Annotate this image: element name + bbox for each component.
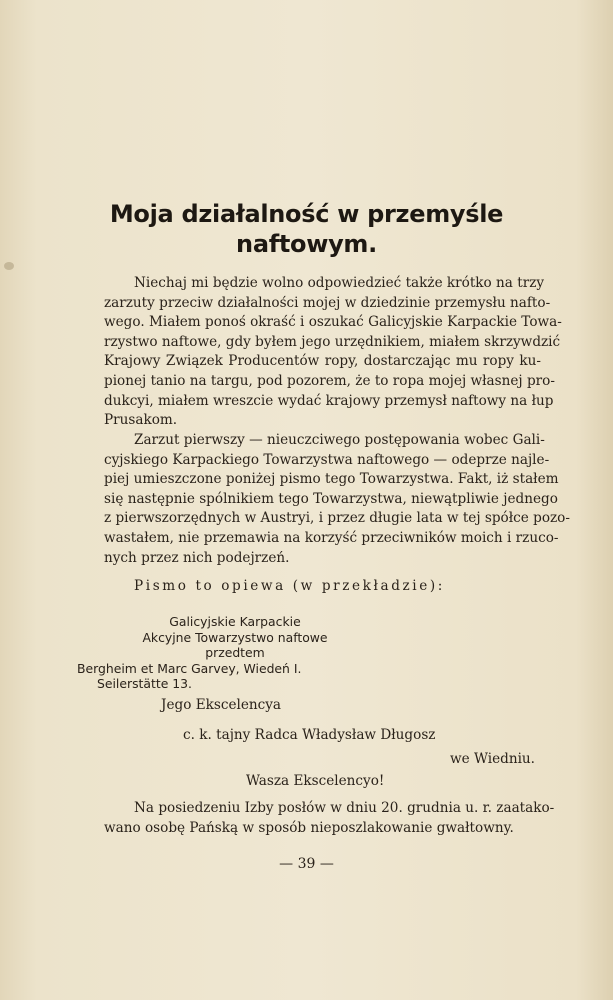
text-line: zarzuty przeciw działalności mojej w dziedzinie przemysłu nafto- <box>104 294 551 311</box>
addressee-title: Jego Ekscelencya <box>161 697 282 713</box>
addressee-name: c. k. tajny Radca Władysław Długosz <box>183 727 436 743</box>
addressee-place: we Wiedniu. <box>450 751 536 767</box>
paragraph-2 <box>104 431 570 568</box>
text-line: Krajowy Związek Producentów ropy, dostarczając mu ropy ku- <box>104 353 541 370</box>
text-line: dukcyi, miałem wreszcie wydać krajowy przemysł naftowy na łup <box>104 392 554 409</box>
salutation: Wasza Ekscelencyo! <box>246 773 385 789</box>
chapter-heading-line-2: naftowym. <box>236 230 377 258</box>
text-line: Na posiedzeniu Izby posłów w dniu 20. grudnia u. r. zaatako- <box>134 800 555 816</box>
text-line: piej umieszczone poniżej pismo tego Towarzystwa. Fakt, iż stałem <box>104 471 559 488</box>
paper-stain <box>4 262 14 270</box>
text-line: Prusakom. <box>104 412 178 429</box>
sender-line: Galicyjskie Karpackie <box>169 614 301 629</box>
text-line: wego. Miałem ponoś okraść i oszukać Galicyjskie Karpackie Towa- <box>104 314 562 331</box>
text-line: wano osobę Pańską w sposób nieposzlakowanie gwałtowny. <box>104 819 514 836</box>
text-line: Niechaj mi będzie wolno odpowiedzieć także krótko na trzy <box>134 275 545 291</box>
text-line: się następnie spólnikiem tego Towarzystwa, niewątpliwie jednego <box>104 490 558 507</box>
text-line: z pierwszorzędnych w Austryi, i przez długie lata w tej spółce pozo- <box>104 510 570 527</box>
text-line: nych przez nich podejrzeń. <box>104 549 290 566</box>
text-line: pionej tanio na targu, pod pozorem, że to ropa mojej własnej pro- <box>104 372 555 389</box>
letter-body <box>104 799 555 838</box>
text-line: cyjskiego Karpackiego Towarzystwa naftowego — odeprze najle- <box>104 451 550 468</box>
sender-line: przedtem <box>205 645 265 661</box>
sender-address <box>75 614 395 692</box>
page-number: — 39 — <box>279 856 334 872</box>
sender-line: Akcyjne Towarzystwo naftowe <box>142 629 328 645</box>
text-line: rzystwo naftowe, gdy byłem jego urzędnikiem, miałem skrzywdzić <box>104 333 561 350</box>
text-line: wastałem, nie przemawia na korzyść przeciwników moich i rzuco- <box>104 529 559 546</box>
sender-line: Bergheim et Marc Garvey, Wiedeń I. <box>77 660 302 676</box>
letter-intro: Pismo to opiewa (w przekładzie): <box>134 578 445 594</box>
paragraph-1 <box>104 274 562 431</box>
text-line: Zarzut pierwszy — nieuczciwego postępowania wobec Gali- <box>134 432 545 448</box>
sender-line: Seilerstätte 13. <box>97 676 192 692</box>
chapter-heading-line-1: Moja działalność w przemyśle <box>109 200 504 228</box>
